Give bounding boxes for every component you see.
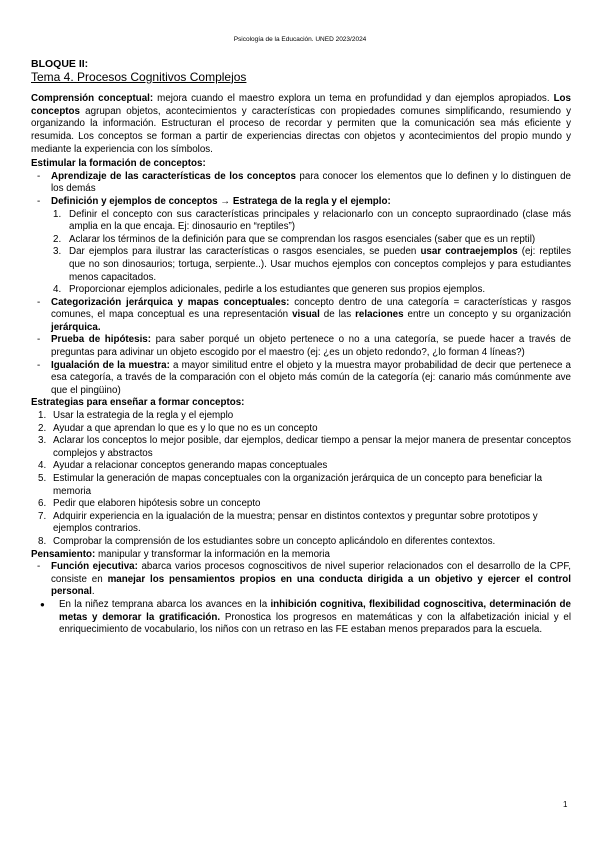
text: Proporcionar ejemplos adicionales, pedirle a los estudiantes que generen sus propios ejemplos.	[69, 284, 486, 296]
term: Comprensión conceptual:	[31, 93, 154, 105]
numbered-item	[31, 246, 571, 284]
text: concepto dentro de una categoría = características y rasgos comunes, el mapa conceptual es una representación	[51, 296, 572, 321]
numbered-item	[31, 234, 571, 247]
bullet-item	[31, 599, 571, 637]
numbered-item	[31, 511, 571, 536]
running-header: Psicología de la Educación. UNED 2023/2024	[233, 36, 367, 43]
numbered-item	[31, 473, 571, 498]
item-number: 3.	[53, 246, 62, 258]
term: jerárquica.	[51, 321, 101, 333]
text: Usar la estrategia de la regla y el ejemplo	[53, 410, 234, 422]
item-number: 1.	[38, 410, 47, 422]
text: Aclarar los conceptos lo mejor posible, dar ejemplos, dedicar tiempo a pensar la mejor manera de presentar conceptos complejos y abstractos	[53, 435, 571, 459]
item-number: 3.	[38, 435, 47, 447]
term: usar contraejemplos	[420, 246, 518, 258]
text: Ayudar a relacionar conceptos generando mapas conceptuales	[53, 460, 328, 472]
pensamiento-line	[31, 549, 571, 562]
text: de las	[319, 309, 356, 321]
term: manejar los pensamientos propios en una conducta dirigida a un objetivo y ejercer el control personal	[51, 573, 571, 598]
text: abarca varios procesos cognoscitivos de nivel superior relacionados con el desarrollo de la CPF, consiste en	[51, 561, 571, 585]
text: En la niñez temprana abarca los avances en la	[59, 598, 271, 610]
term: inhibición cognitiva, flexibilidad cognoscitiva, determinación de metas y demorar la gratificación.	[59, 598, 571, 623]
item-number: 6.	[38, 498, 47, 510]
text: (ej: reptiles que no son dinosaurios; tortuga, serpiente..).	[69, 246, 571, 270]
section-heading: BLOQUE II:	[31, 58, 89, 70]
text: Dar ejemplos para ilustrar las características o rasgos esenciales, se pueden	[69, 246, 421, 258]
item-number: 5.	[38, 473, 47, 484]
text: Comprobar la comprensión de los estudiantes sobre un concepto aplicándolo en diferentes contextos.	[53, 535, 496, 547]
term: Usar muchos ejemplos con conceptos complejos y para estudiantes menos capacitados.	[69, 258, 571, 283]
item-number: 2.	[53, 233, 62, 245]
page-content	[31, 58, 571, 637]
text: Aclarar los términos de la definición para que se comprendan los rasgos esenciales (saber que es un reptil)	[69, 233, 536, 245]
list-item	[31, 297, 571, 335]
term: Función ejecutiva:	[51, 561, 138, 573]
item-number: 8.	[38, 535, 47, 547]
numbered-item	[31, 498, 571, 511]
text: Pronostica los progresos en matemáticas y con la alfabetización inicial y el enriquecimiento de vocabulario, los niños con un retraso en las FE estaban menos preparados para la escuela.	[59, 611, 571, 636]
text: manipular y transformar la información en la memoria	[95, 548, 330, 560]
text: mejora cuando el maestro explora un tema en profundidad y dan ejemplos apropiados.	[153, 93, 554, 105]
numbered-item	[31, 536, 571, 549]
text: Definir el concepto con sus características principales y relacionarlo con un concepto supraordinado (clase más amplia en la que encaja. Ej: dinosaurio en “reptiles”)	[69, 208, 571, 233]
term: Aprendizaje de las características de los conceptos	[51, 170, 296, 182]
term: relaciones	[355, 309, 404, 321]
text: Adquirir experiencia en la igualación de la muestra; pensar en distintos contextos y preguntar sobre prototipos y ejemplos contrarios.	[53, 510, 538, 535]
item-number: 4.	[38, 460, 47, 472]
text: para conocer los elementos que lo definen y lo distinguen de los demás	[51, 170, 571, 195]
text: Pedir que elaboren hipótesis sobre un concepto	[53, 498, 261, 510]
numbered-item	[31, 209, 571, 234]
page-number: 1	[563, 800, 568, 809]
term: Categorización jerárquica y mapas conceptuales:	[51, 296, 290, 308]
subheading-estimular: Estimular la formación de conceptos:	[31, 158, 206, 170]
text: .	[91, 586, 95, 598]
text: Estimular la generación de mapas conceptuales con la organización jerárquica de un concepto para beneficiar la memoria	[53, 473, 543, 497]
numbered-item	[31, 435, 571, 460]
numbered-item	[31, 460, 571, 473]
term: Los conceptos	[31, 93, 571, 117]
list-item	[31, 196, 571, 209]
item-number: 1.	[53, 208, 62, 220]
topic-title: Tema 4. Procesos Cognitivos Complejos	[31, 69, 247, 84]
term: visual	[292, 309, 320, 321]
term: Prueba de hipótesis:	[51, 334, 152, 346]
item-number: 4.	[53, 284, 62, 296]
term: Definición y ejemplos de conceptos → Estratega de la regla y el ejemplo:	[51, 195, 391, 207]
numbered-item	[31, 410, 571, 423]
text: a mayor similitud entre el objeto y la muestra mayor probabilidad de decir que pertenece a esa categoría, a través de la comparación con el objeto más común de la categoría (ej: canario más comúnmente ave que el pingüino)	[51, 359, 571, 396]
subheading-estrategias: Estrategias para enseñar a formar conceptos:	[31, 397, 245, 409]
intro-paragraph	[31, 93, 571, 156]
term: Pensamiento:	[31, 548, 96, 560]
numbered-item	[31, 423, 571, 436]
list-item	[31, 171, 571, 196]
item-number: 7.	[38, 510, 47, 522]
list-item	[31, 561, 571, 599]
term: Igualación de la muestra:	[51, 359, 170, 371]
text: entre un concepto y su organización	[403, 309, 571, 321]
text: agrupan objetos, acontecimientos y características con propiedades comunes simplificando, resumiendo y organizando la información. Estructuran el proceso de recordar y permiten que la comunicación sea más eficiente y resumida. Los conceptos se forman a partir de experiencias directas con objetos y acontecimientos del propio mundo y mediante la experiencia con los símbolos.	[31, 105, 571, 155]
numbered-item	[31, 284, 571, 297]
list-item	[31, 334, 571, 359]
text: Ayudar a que aprendan lo que es y lo que no es un concepto	[53, 422, 318, 434]
text: para saber porqué un objeto pertenece o no a una categoría, se puede hacer a través de preguntas para adivinar un objeto escogido por el maestro (ej: ¿es un objeto redondo?, ¿lo forman 4 líneas?)	[51, 334, 571, 359]
list-item	[31, 360, 571, 398]
item-number: 2.	[38, 422, 47, 434]
